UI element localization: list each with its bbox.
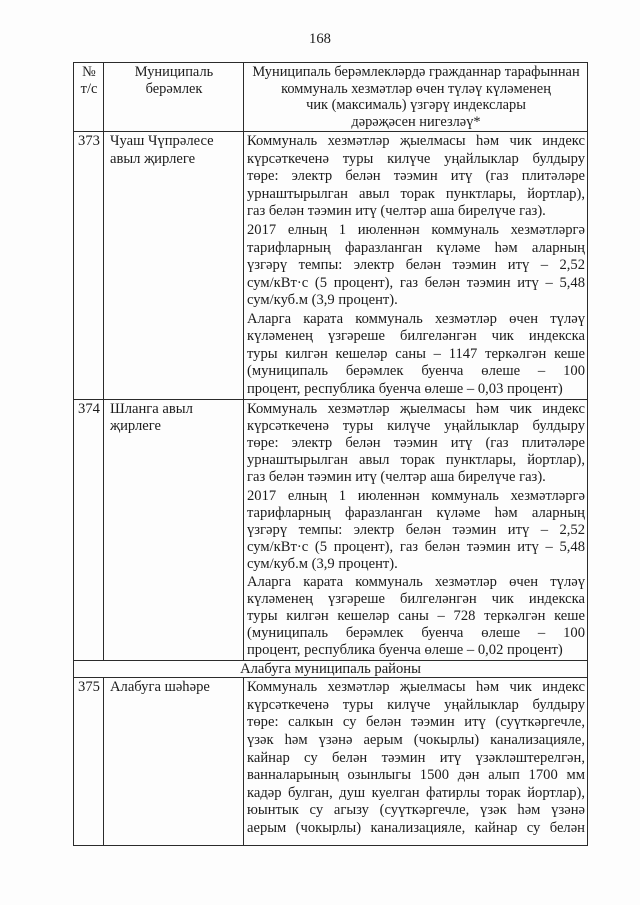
header-municipality-cell [104, 63, 244, 132]
justification-paragraph [247, 679, 585, 837]
justification-line: (муниципаль берәмлек буенча өлеше – 100 [247, 363, 585, 380]
table-row [74, 678, 588, 846]
justification-line: ванналарының озынлыгы 1500 дән алып 1700 мм [247, 767, 585, 784]
justification-line: юынтык су агызу (суүткәргечле, үзәк һәм үзәнә [247, 802, 585, 819]
header-justification-label: чик (максималь) үзгәрү индекслары [306, 97, 526, 114]
justification-paragraph [247, 488, 585, 573]
justification-line: Коммуналь хезмәтләр җыелмасы һәм чик индекс [247, 401, 585, 418]
header-justification-label: коммуналь хезмәтләр өчен түләү күләменең [281, 80, 551, 97]
header-number-label: т/с [80, 80, 98, 97]
justification-line: туры килгән кешеләр саны – 1147 теркәлгән кеше [247, 345, 585, 362]
municipality-name-line: авыл җирлеге [110, 150, 196, 167]
municipality-cell [104, 400, 244, 661]
justification-line: үзгәрү темпы: электр белән тәэмин итү – 2,52 [247, 257, 585, 274]
header-municipality-label: Муниципаль [134, 64, 214, 80]
header-municipality-label: берәмлек [145, 80, 203, 97]
row-number: 374 [74, 400, 104, 661]
header-justification-cell [244, 63, 588, 132]
justification-line: сум/куб.м (3,9 процент). [247, 291, 398, 308]
justification-line: (муниципаль берәмлек буенча өлеше – 100 [247, 625, 585, 642]
justification-line: күрсәткеченә туры килүче уңайлыклар булдыру [247, 696, 585, 713]
justification-line: сум/кВт·с (5 процент), газ белән тәэмин итү – 5,48 [247, 274, 585, 291]
justification-line: Аларга карата коммуналь хезмәтләр өчен түләү [247, 574, 585, 591]
municipality-name-line: Алабуга шәһәре [110, 679, 210, 696]
header-justification-label: дәрәҗәсен нигезләү* [351, 113, 481, 130]
header-number-cell [74, 63, 104, 132]
justification-paragraph [247, 574, 585, 659]
justification-cell [244, 400, 588, 661]
municipality-cell [104, 678, 244, 846]
justification-line: процент, республика буенча өлеше – 0,03 процент) [247, 380, 563, 397]
justification-line: күләменең үзгәреше билгеләнгән чик индекска [247, 591, 585, 608]
row-number: 373 [74, 132, 104, 400]
justification-line: Коммуналь хезмәтләр җыелмасы һәм чик индекс [247, 679, 585, 696]
municipality-name-line: Чуаш Чүпрәлесе [110, 133, 214, 150]
justification-line: тарифларның фаразланган күләме һәм аларның [247, 504, 585, 521]
table-body [74, 132, 588, 846]
justification-line: туры килгән кешеләр саны – 728 теркәлгән кеше [247, 608, 585, 625]
justification-cell [244, 132, 588, 400]
justification-line: процент, республика буенча өлеше – 0,02 процент) [247, 642, 563, 659]
justification-line: сум/куб.м (3,9 процент). [247, 555, 398, 572]
justification-line: күләменең үзгәреше билгеләнгән чик индекска [247, 328, 585, 345]
justification-line: сум/кВт·с (5 процент), газ белән тәэмин итү – 5,48 [247, 538, 585, 555]
header-justification-label: Муниципаль берәмлекләрдә гражданнар тарафыннан [252, 64, 580, 80]
justification-line: аерым (чокырлы) канализацияле, кайнар су белән [247, 819, 585, 836]
table-row [74, 132, 588, 400]
justification-cell [244, 678, 588, 846]
header-number-label: № [82, 64, 96, 80]
data-table [73, 62, 588, 846]
justification-line: тарифларның фаразланган күләме һәм аларның [247, 239, 585, 256]
justification-line: газ белән тәэмин итү (челтәр аша бирелүче газ). [247, 469, 546, 486]
justification-line: газ белән тәэмин итү (челтәр аша бирелүче газ). [247, 203, 546, 220]
justification-line: күрсәткеченә туры килүче уңайлыклар булдыру [247, 418, 585, 435]
justification-line: күрсәткеченә туры килүче уңайлыклар булдыру [247, 150, 585, 167]
justification-line: кайнар су белән тәэмин итү үзәкләштерелгән, [247, 749, 585, 766]
section-row [74, 661, 588, 678]
municipality-name-line: җирлеге [110, 418, 162, 435]
justification-line: Коммуналь хезмәтләр җыелмасы һәм чик индекс [247, 133, 585, 150]
justification-line: урнаштырылган авыл торак пунктлары, йортлар), [247, 452, 585, 469]
page-number: 168 [309, 31, 331, 47]
municipality-cell [104, 132, 244, 400]
justification-line: кадәр булган, душ куелган фатирлы торак йортлар), [247, 784, 585, 801]
table-row [74, 400, 588, 661]
justification-paragraph [247, 401, 585, 486]
table-header-row [74, 63, 588, 132]
justification-line: 2017 елның 1 июленнән коммуналь хезмәтләргә [247, 487, 585, 504]
justification-line: үзәк һәм үзәнә аерым (чокырлы) канализацияле, [247, 731, 585, 748]
municipality-name-line: Шланга авыл [110, 401, 193, 418]
justification-line: төре: салкын су белән тәэмин итү (суүткәргечле, [247, 714, 585, 731]
justification-paragraph [247, 311, 585, 398]
justification-line: үзгәрү темпы: электр белән тәэмин итү – 2,52 [247, 521, 585, 538]
justification-paragraph [247, 133, 585, 220]
justification-line: 2017 елның 1 июленнән коммуналь хезмәтләргә [247, 222, 585, 239]
row-number: 375 [74, 678, 104, 846]
section-heading: Алабуга муниципаль районы [74, 661, 588, 678]
justification-line: төре: электр белән тәэмин итү (газ плитәләре [247, 435, 585, 452]
justification-line: урнаштырылган авыл торак пунктлары, йортлар), [247, 185, 585, 202]
justification-line: Аларга карата коммуналь хезмәтләр өчен түләү [247, 310, 585, 327]
justification-paragraph [247, 222, 585, 309]
justification-line: төре: электр белән тәэмин итү (газ плитәләре [247, 168, 585, 185]
